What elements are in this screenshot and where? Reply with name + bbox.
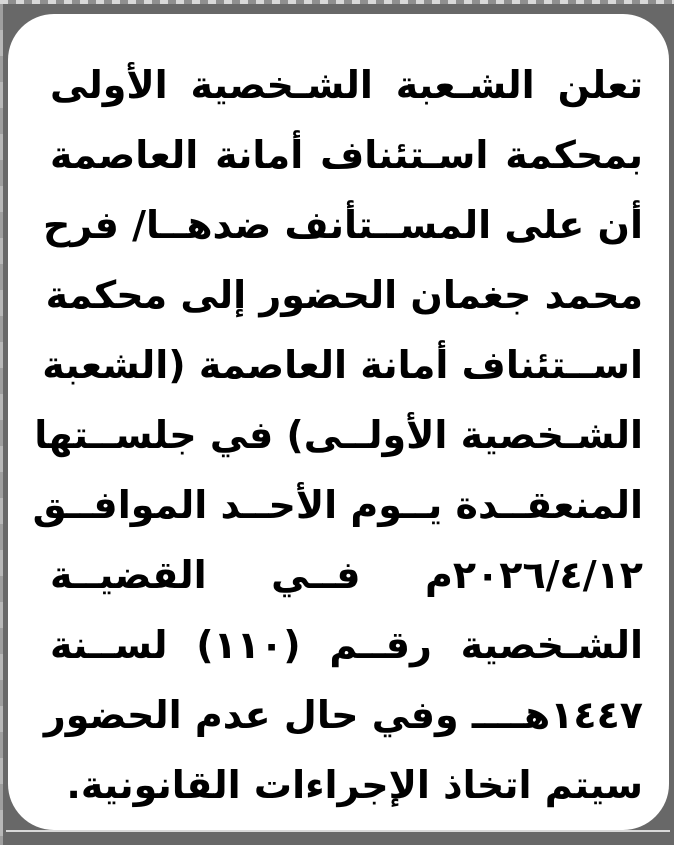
notice-line-3: أن على المســتأنف ضدهــا/ فرح	[42, 203, 643, 247]
notice-card	[8, 14, 669, 830]
notice-line-4: محمد جغمان الحضور إلى محكمة	[45, 273, 643, 317]
notice-line-5: اســتئناف أمانة العاصمة (الشعبة	[42, 343, 643, 387]
notice-line-10: ١٤٤٧هــــ وفي حال عدم الحضور	[43, 693, 643, 737]
notice-line-9: الشـخصية رقــم (١١٠) لســنة	[50, 623, 643, 667]
notice-line-8: ٢٠٢٦/٤/١٢م فــي القضيــة	[50, 553, 643, 597]
notice-line-7: المنعقــدة يــوم الأحــد الموافــق	[32, 483, 643, 527]
notice-line-11: سيتم اتخاذ الإجراءات القانونية.	[66, 763, 643, 807]
notice-line-2: بمحكمة اسـتئناف أمانة العاصمة	[50, 133, 643, 177]
clipping-bottom-highlight	[6, 830, 670, 832]
clipping-top-cut-edge	[0, 0, 674, 4]
notice-text-block	[32, 50, 643, 820]
notice-line-1: تعلن الشـعبة الشـخصية الأولى	[50, 63, 643, 107]
notice-line-6: الشـخصية الأولــى) في جلســتها	[34, 413, 643, 457]
clipping-left-cut-edge	[0, 4, 3, 845]
